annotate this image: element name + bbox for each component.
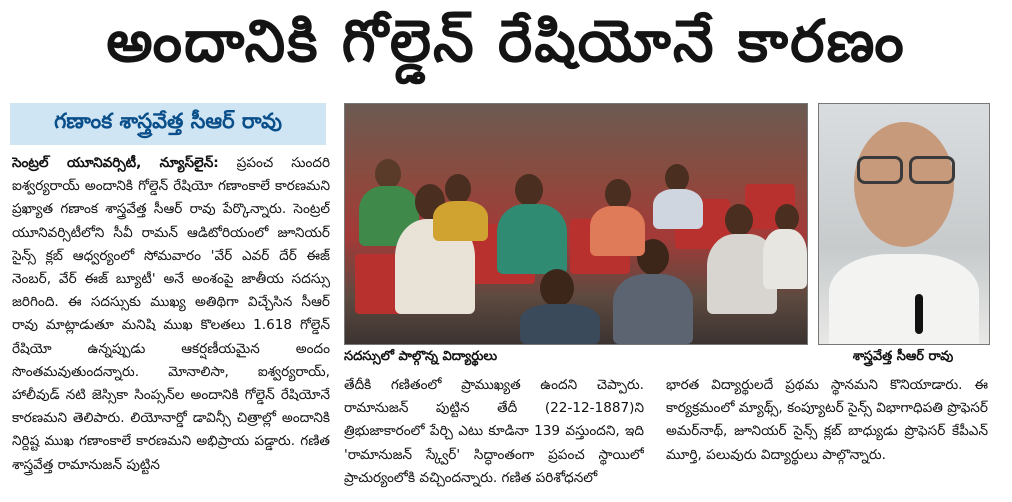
- person-body: [613, 274, 693, 344]
- person-body: [433, 201, 488, 241]
- audience-photo: [344, 103, 808, 345]
- person-body: [497, 204, 567, 274]
- person-head: [540, 269, 574, 307]
- glasses-lens: [857, 156, 903, 184]
- person-body: [590, 206, 645, 256]
- person-head: [665, 164, 689, 192]
- microphone-icon: [915, 294, 923, 334]
- person-body: [653, 189, 703, 229]
- dateline: సెంట్రల్ యూనివర్సిటీ, న్యూస్‌లైన్:: [12, 155, 219, 171]
- headline: అందానికి గోల్డెన్ రేషియోనే కారణం: [106, 6, 906, 75]
- byline-box: గణాంక శాస్త్రవేత్త సీఆర్ రావు: [10, 103, 326, 145]
- scientist-face: [854, 122, 954, 247]
- scientist-portrait: [818, 103, 990, 345]
- article-column-2: తేదీకి గణితంలో ప్రాముఖ్యత ఉందని చెప్పారు. రామానుజన్ పుట్టిన తేదీ (22-12-1887)ని త్రిభుజాకారంలో పేర్చి ఎటు కూడినా 139 వస్తుందని, ఇది 'రామానుజన్ స్క్వేర్' సిద్ధాంతంగా ప్రపంచ స్థాయిలో ప్రాచుర్యంలోకి వచ్చిందన్నారు. గణిత పరిశోధనలో: [344, 377, 644, 486]
- article-column-3: భారత విద్యార్థులదే ప్రథమ స్థానమని కొనియాడారు. ఈ కార్యక్రమంలో మ్యాథ్స్, కంప్యూటర్ సైన్స్ విభాగాధిపతి ప్రొఫెసర్ అమర్‌నాథ్, జూనియర్ సైన్స్ క్లబ్ బాధ్యుడు ప్రొఫెసర్ కేపీఎన్ మూర్తి, పలువురు విద్యార్థులు పాల్గొన్నారు.: [666, 377, 988, 463]
- person-body: [763, 229, 807, 289]
- person-head: [515, 174, 543, 206]
- scientist-photo-caption: శాస్త్రవేత్త సీఆర్ రావు: [852, 349, 954, 364]
- person-head: [445, 174, 471, 204]
- article-column-1: [12, 152, 330, 497]
- article-text-1: ప్రపంచ సుందరి ఐశ్వర్యరాయ్ అందానికి గోల్డెన్ రేషియో గణాంకాలే కారణమని ప్రఖ్యాత గణాంక శాస్త్రవేత్త సీఆర్ రావు పేర్కొన్నారు. సెంట్రల్ యూనివర్సిటీలోని సీవీ రామన్ ఆడిటోరియంలో జూనియర్ సైన్స్ క్లబ్ ఆధ్వర్యంలో సోమవారం 'వేర్ ఎవర్ దేర్ ఈజ్ నెంబర్, వేర్ ఈజ్ బ్యూటీ' అనే అంశంపై జాతీయ సదస్సు జరిగింది. ఈ సదస్సుకు ముఖ్య అతిథిగా విచ్చేసిన సీఆర్ రావు మాట్లాడుతూ మనిషి ముఖ కొలతలు 1.618 గోల్డెన్ రేషియో ఉన్నప్పుడు ఆకర్షణీయమైన అందం సొంతమవుతుందన్నారు. మోనాలిసా, ఐశ్వర్యరాయ్, హాలీవుడ్ నటి జెస్సికా సింప్సన్‌ల అందానికి గోల్డెన్ రేషియోనే కారణమని తెలిపారు. లియోనార్డో డావిన్సీ చిత్రాల్లో అందానికి నిర్దిష్ట ముఖ గణాంకాలే కారణమని అభిప్రాయ పడ్డారు. గణిత శాస్త్రవేత్త రామానుజన్ పుట్టిన: [12, 155, 330, 473]
- person-body: [520, 304, 600, 344]
- person-head: [725, 204, 753, 236]
- person-head: [605, 179, 631, 209]
- glasses-lens: [909, 156, 955, 184]
- scientist-shirt: [829, 254, 979, 345]
- audience-photo-caption: సదస్సులో పాల్గొన్న విద్యార్థులు: [344, 349, 498, 364]
- person-head: [375, 159, 401, 189]
- person-head: [775, 204, 799, 232]
